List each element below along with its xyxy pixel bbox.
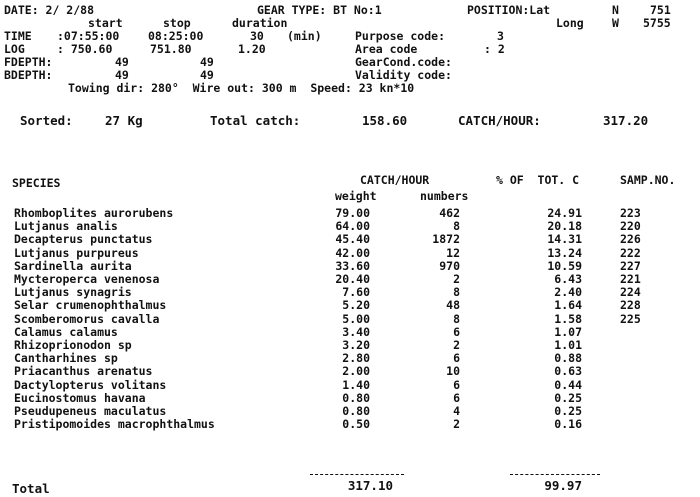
log-stop: 751.80 [150,42,192,56]
bdepth-stop: 49 [200,68,214,82]
species-name: Rhomboplites aurorubens [14,206,174,220]
sample-number: 226 [620,232,641,247]
catch-numbers: 8 [453,285,460,300]
sorted-label: Sorted: [20,113,73,128]
percent-total: 13.24 [547,245,582,260]
catch-weight: 79.00 [335,206,370,220]
catch-weight: 42.00 [335,245,370,260]
catch-numbers: 6 [453,390,460,405]
sample-number: 220 [620,219,641,234]
time-unit: (min) [287,29,322,43]
percent-total: 20.18 [547,219,582,234]
catch-weight: 0.50 [342,417,370,432]
sorted-value: 27 Kg [105,113,143,128]
lat-value: 751 [650,3,671,17]
catch-weight: 0.80 [342,390,370,405]
catch-numbers: 6 [453,351,460,366]
catch-weight: 5.20 [342,298,370,313]
validity-label: Validity code: [355,68,452,82]
species-name: Lutjanus synagris [14,285,132,300]
sample-number: 228 [620,298,641,313]
catch-numbers: 4 [453,404,460,418]
duration-label: duration [232,16,288,30]
species-name: Scomberomorus cavalla [14,311,160,326]
catch-numbers: 8 [453,219,460,234]
percent-total: 1.07 [554,324,582,339]
stop-label: stop [163,16,191,30]
species-name: Dactylopterus volitans [14,377,167,392]
gearcond-label: GearCond.code: [355,55,452,69]
total-catch-value: 158.60 [362,113,408,128]
catch-weight: 2.00 [342,364,370,379]
percent-total: 24.91 [547,206,582,220]
species-name: Calamus calamus [14,324,118,339]
catch-weight: 5.00 [342,311,370,326]
catch-weight: 3.20 [342,338,370,352]
total-weight: 317.10 [347,478,393,493]
species-name: Sardinella aurita [14,258,132,273]
long-value: 5755 [643,16,671,30]
species-name: Pristipomoides macrophthalmus [14,417,215,432]
species-name: Priacanthus arenatus [14,364,153,379]
numbers-header: numbers [420,189,469,203]
catch-numbers: 1872 [432,232,460,247]
sample-number: 223 [620,206,641,220]
catch-numbers: 12 [446,245,460,260]
species-name: Lutjanus purpureus [14,245,139,260]
species-name: Decapterus punctatus [14,232,153,247]
gear-type: GEAR TYPE: BT No:1 [257,3,382,17]
catch-numbers: 8 [453,311,460,326]
percent-total: 1.64 [554,298,582,313]
fdepth-start: 49 [115,55,129,69]
species-name: Cantharhines sp [14,351,118,366]
species-name: Pseudupeneus maculatus [14,404,167,418]
log-label: LOG [4,42,25,56]
catch-hour-header: CATCH/HOUR [360,173,430,187]
species-name: Eucinostomus havana [14,390,146,405]
catch-weight: 2.80 [342,351,370,366]
catch-weight: 0.80 [342,404,370,418]
sample-number: 225 [620,311,641,326]
catch-numbers: 2 [453,272,460,286]
catch-hour-value: 317.20 [603,113,649,128]
percent-total: 0.88 [554,351,582,366]
percent-total-header: % OF TOT. C [496,173,580,187]
total-label: Total [12,481,50,496]
catch-weight: 45.40 [335,232,370,247]
weight-header: weight [335,189,377,203]
species-name: Lutjanus analis [14,219,118,234]
total-catch-label: Total catch: [210,113,301,128]
catch-weight: 7.60 [342,285,370,300]
species-name: Mycteroperca venenosa [14,272,160,286]
percent-total: 0.63 [554,364,582,379]
log-start: : 750.60 [57,42,113,56]
position-label: POSITION:Lat [467,3,551,17]
log-duration: 1.20 [238,42,266,56]
percent-total: 1.58 [554,311,582,326]
percent-total: 0.44 [554,377,582,392]
catch-hour-label: CATCH/HOUR: [458,113,541,128]
catch-weight: 64.00 [335,219,370,234]
percent-total: 1.01 [554,338,582,352]
total-percent: 99.97 [544,478,582,493]
time-duration: 30 [250,29,264,43]
sample-number: 224 [620,285,641,300]
catch-numbers: 2 [453,417,460,432]
percent-total: 10.59 [547,258,582,273]
purpose-label: Purpose code: [355,29,446,43]
catch-numbers: 970 [439,258,460,273]
time-stop: 08:25:00 [148,29,204,43]
time-start: :07:55:00 [57,29,120,43]
catch-numbers: 10 [446,364,460,379]
percent-total: 0.25 [554,390,582,405]
fdepth-label: FDEPTH: [4,55,53,69]
lat-direction: N [612,3,619,17]
catch-weight: 3.40 [342,324,370,339]
percent-total: 6.43 [554,272,582,286]
purpose-value: 3 [497,29,504,43]
percent-total: 0.25 [554,404,582,418]
catch-numbers: 48 [446,298,460,313]
percent-total: 14.31 [547,232,582,247]
sample-number: 221 [620,272,641,286]
area-label: Area code [355,42,418,56]
percent-total-rule [510,474,600,475]
catch-numbers: 462 [439,206,460,220]
bdepth-start: 49 [115,68,129,82]
report-date: DATE: 2/ 2/88 [4,3,95,17]
long-direction: W [612,16,619,30]
catch-numbers: 2 [453,338,460,352]
catch-weight: 1.40 [342,377,370,392]
fdepth-stop: 49 [200,55,214,69]
percent-total: 0.16 [554,417,582,432]
catch-weight: 20.40 [335,272,370,286]
start-label: start [88,16,123,30]
sample-number: 222 [620,245,641,260]
bdepth-label: BDEPTH: [4,68,53,82]
sample-number-header: SAMP.NO. [620,173,676,187]
species-name: Selar crumenophthalmus [14,298,167,313]
area-value: : 2 [484,42,505,56]
species-header: SPECIES [12,176,61,190]
long-label: Long [556,16,584,30]
species-name: Rhizoprionodon sp [14,338,132,352]
percent-total: 2.40 [554,285,582,300]
weight-total-rule [310,474,404,475]
time-label: TIME [4,29,32,43]
catch-numbers: 6 [453,324,460,339]
sample-number: 227 [620,258,641,273]
catch-weight: 33.60 [335,258,370,273]
towing-line: Towing dir: 280° Wire out: 300 m Speed: 23 kn*10 [68,81,415,95]
catch-numbers: 6 [453,377,460,392]
